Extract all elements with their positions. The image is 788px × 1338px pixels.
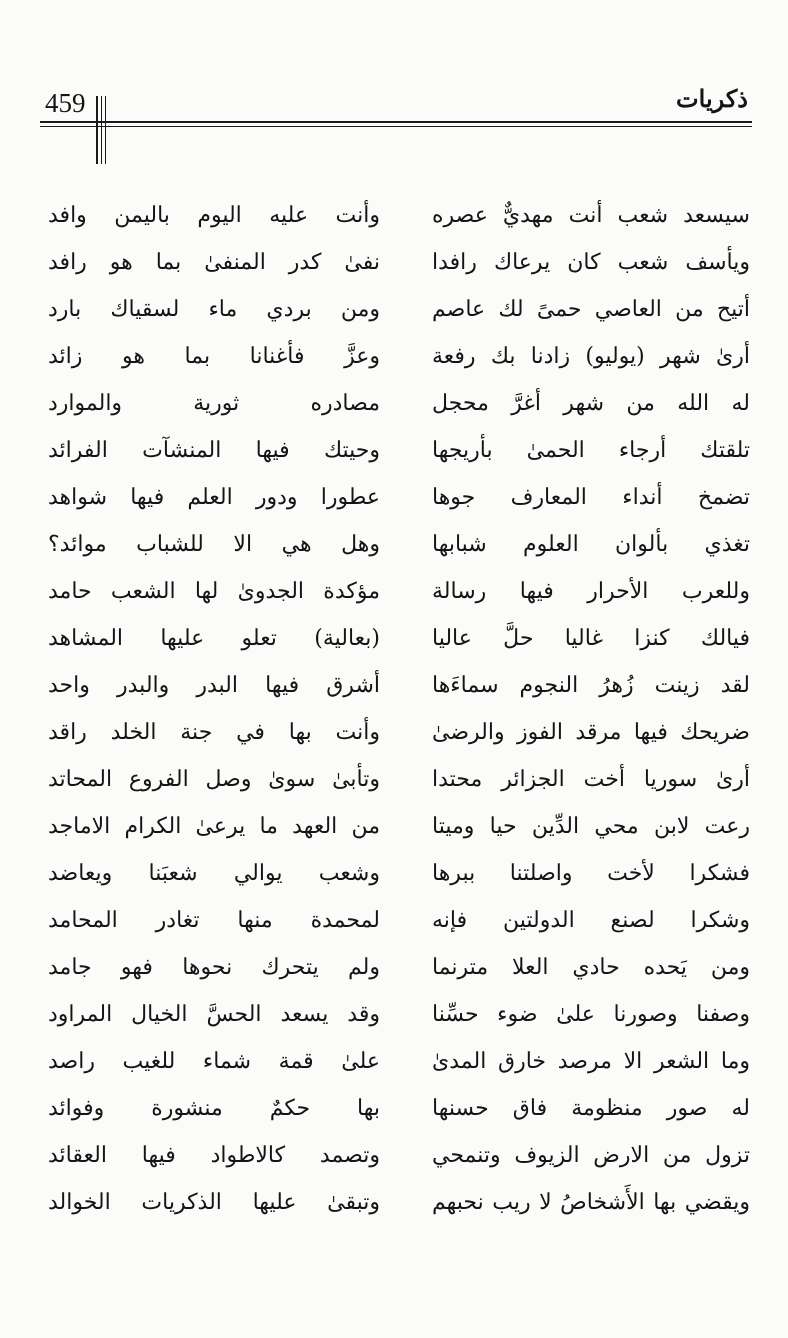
verse-first-hemistich: تزول من الارض الزيوف وتنمحي: [432, 1143, 750, 1168]
verse-second-hemistich: وأنت عليه اليوم باليمن وافد: [48, 203, 380, 228]
verse: [0, 617, 788, 665]
verse-first-hemistich: رعت لابن محي الدِّين حيا وميتا: [432, 814, 750, 839]
verse-first-hemistich: تلقتك أرجاء الحمىٰ بأريجها: [432, 438, 750, 463]
verse-second-hemistich: ولم يتحرك نحوها فهو جامد: [48, 955, 380, 980]
verse: [0, 1040, 788, 1088]
verse-first-hemistich: وصفنا وصورنا علىٰ ضوء حسِّنا: [432, 1002, 750, 1027]
verse-second-hemistich: وقد يسعد الحسَّ الخيال المراود: [48, 1002, 380, 1027]
verse: [0, 476, 788, 524]
verse-second-hemistich: أشرق فيها البدر والبدر واحد: [48, 673, 380, 698]
verse-second-hemistich: علىٰ قمة شماء للغيب راصد: [48, 1049, 380, 1074]
verse-first-hemistich: له الله من شهر أغرَّ محجل: [432, 391, 750, 416]
margin-rule-thin: [101, 96, 102, 164]
verse-second-hemistich: وحيتك فيها المنشآت الفرائد: [48, 438, 380, 463]
verse-first-hemistich: وما الشعر الا مرصد خارق المدىٰ: [432, 1049, 750, 1074]
verse: [0, 429, 788, 477]
verse-first-hemistich: فشكرا لأخت واصلتنا ببرها: [432, 861, 750, 886]
verse-first-hemistich: أرىٰ سوريا أخت الجزائر محتدا: [432, 767, 750, 792]
verse: [0, 194, 788, 242]
verse-second-hemistich: وتبقىٰ عليها الذكريات الخوالد: [48, 1190, 380, 1215]
verse-second-hemistich: من العهد ما يرعىٰ الكرام الاماجد: [48, 814, 380, 839]
verse-second-hemistich: مصادره ثورية والموارد: [48, 391, 380, 416]
verse-first-hemistich: له صور منظومة فاق حسنها: [432, 1096, 750, 1121]
verse-second-hemistich: نفىٰ كدر المنفىٰ بما هو رافد: [48, 250, 380, 275]
verse-first-hemistich: وللعرب الأحرار فيها رسالة: [432, 579, 750, 604]
verse-first-hemistich: ويأسف شعب كان يرعاك رافدا: [432, 250, 750, 275]
verse: [0, 335, 788, 383]
verse: [0, 288, 788, 336]
verse: [0, 899, 788, 947]
verse-second-hemistich: لمحمدة منها تغادر المحامد: [48, 908, 380, 933]
verse-second-hemistich: بها حكمٌ منشورة وفوائد: [48, 1096, 380, 1121]
page-bottom-margin: [0, 1250, 788, 1338]
verse-first-hemistich: ومن يَحده حادي العلا مترنما: [432, 955, 750, 980]
verse-second-hemistich: وعزَّ فأغنانا بما هو زائد: [48, 344, 380, 369]
header-rule-thin: [40, 126, 752, 127]
verse-second-hemistich: وأنت بها في جنة الخلد راقد: [48, 720, 380, 745]
verse-first-hemistich: تغذي بألوان العلوم شبابها: [432, 532, 750, 557]
verse-second-hemistich: وشعب يوالي شعبَنا ويعاضد: [48, 861, 380, 886]
verse-first-hemistich: فيالك كنزا غاليا حلَّ عاليا: [432, 626, 750, 651]
verse-second-hemistich: ومن بردي ماء لسقياك بارد: [48, 297, 380, 322]
page-number: 459: [45, 88, 86, 118]
verse: [0, 570, 788, 618]
verse-first-hemistich: لقد زينت زُهرُ النجوم سماءَها: [432, 673, 750, 698]
verse-second-hemistich: (بعالية) تعلو عليها المشاهد: [48, 626, 380, 651]
margin-rule: [96, 96, 98, 164]
header-rule: [40, 121, 752, 123]
verse: [0, 241, 788, 289]
verse: [0, 1181, 788, 1229]
verse: [0, 523, 788, 571]
verse-first-hemistich: وشكرا لصنع الدولتين فإنه: [432, 908, 750, 933]
verse-first-hemistich: ضريحك فيها مرقد الفوز والرضىٰ: [432, 720, 750, 745]
verse-first-hemistich: أرىٰ شهر (يوليو) زادنا بك رفعة: [432, 344, 750, 369]
verse: [0, 1134, 788, 1182]
verse: [0, 758, 788, 806]
verse-second-hemistich: وتأبىٰ سوىٰ وصل الفروع المحاتد: [48, 767, 380, 792]
verse: [0, 946, 788, 994]
verse: [0, 805, 788, 853]
verse: [0, 711, 788, 759]
verse-second-hemistich: وهل هي الا للشباب موائد؟: [48, 532, 380, 557]
verse: [0, 993, 788, 1041]
verse-first-hemistich: أتيح من العاصي حمىً لك عاصم: [432, 297, 750, 322]
verse: [0, 852, 788, 900]
verse-second-hemistich: عطورا ودور العلم فيها شواهد: [48, 485, 380, 510]
verse: [0, 664, 788, 712]
verse-second-hemistich: وتصمد كالاطواد فيها العقائد: [48, 1143, 380, 1168]
verse: [0, 1087, 788, 1135]
margin-rule-thin: [105, 96, 106, 164]
page-header: [0, 0, 788, 170]
verse-second-hemistich: مؤكدة الجدوىٰ لها الشعب حامد: [48, 579, 380, 604]
verse-first-hemistich: ويقضي بها الأَشخاصُ لا ريب نحبهم: [432, 1190, 750, 1215]
running-head: ذكريات: [676, 84, 748, 113]
verse: [0, 382, 788, 430]
verse-first-hemistich: سيسعد شعب أنت مهديٌّ عصره: [432, 203, 750, 228]
verse-first-hemistich: تضمخ أنداء المعارف جوها: [432, 485, 750, 510]
